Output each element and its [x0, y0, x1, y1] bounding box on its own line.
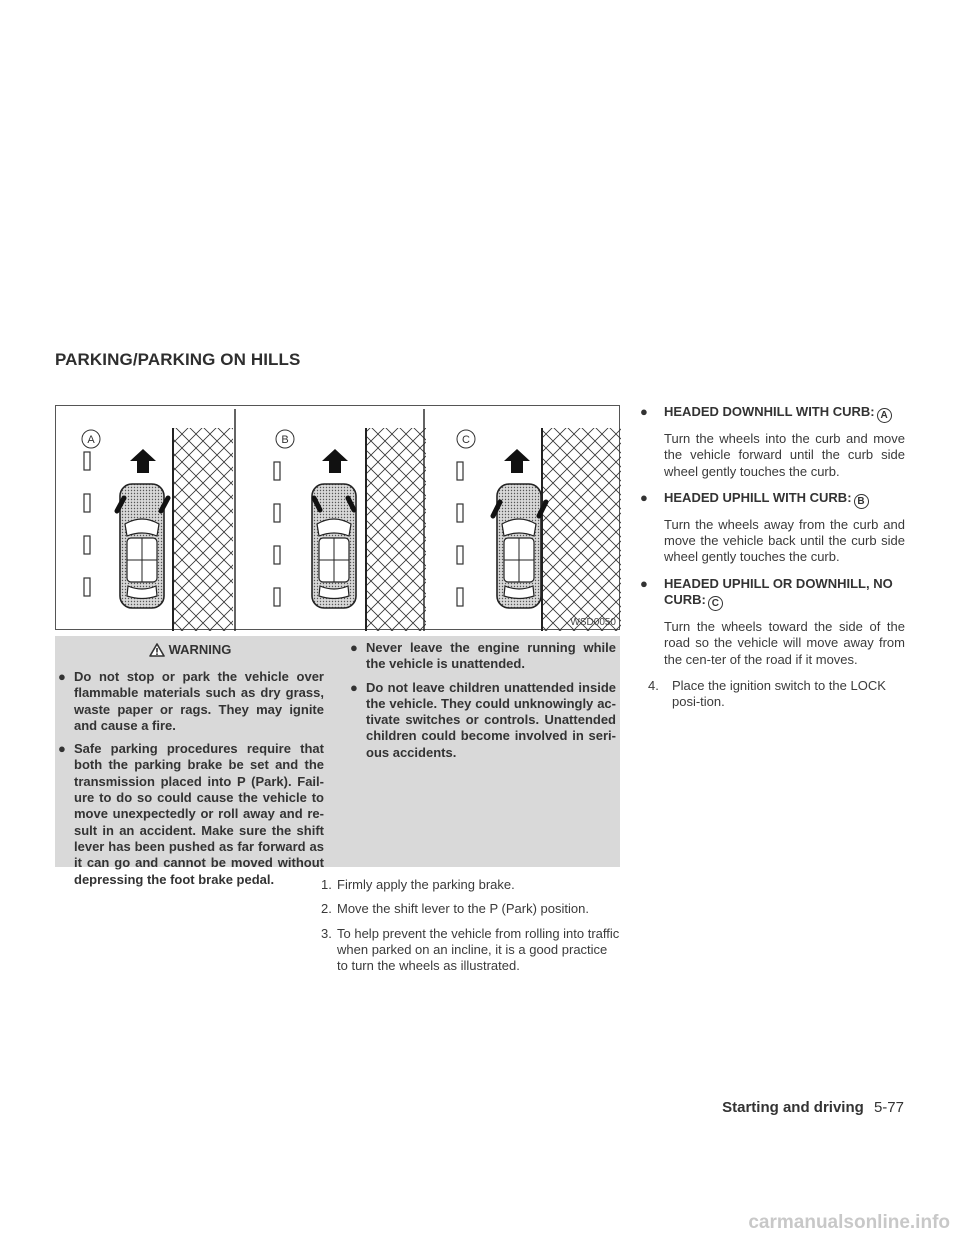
- figure-code: WSD0050: [570, 617, 616, 628]
- step-item: 1. Firmly apply the parking brake.: [321, 877, 515, 892]
- panel-c: [457, 428, 621, 631]
- bullet-icon: ●: [640, 489, 648, 505]
- case-heading-b: ● HEADED UPHILL WITH CURB: B: [640, 490, 905, 509]
- case-text-b: Turn the wheels away from the curb and move the vehicle back until the curb side wheel gently touches the curb.: [664, 516, 905, 565]
- warning-item: ● Safe parking procedures require that both the parking brake be set and the transmission placed into P (Park). Fail-ure to do so could cause the vehicle to move unexpectedly or roll away and re-sult in an accident. Make sure the shift lever has been pushed as far forward as it can go and cannot be moved without depressing the foot brake pedal.: [58, 741, 324, 887]
- warning-item: ● Do not stop or park the vehicle over flammable materials such as dry grass, waste paper or rags. They may ignite and cause a fire.: [58, 669, 324, 733]
- section-title: PARKING/PARKING ON HILLS: [55, 350, 301, 369]
- parking-steps: [305, 877, 620, 982]
- warning-icon: [149, 643, 165, 657]
- bullet-icon: ●: [58, 741, 66, 757]
- bullet-icon: ●: [58, 669, 66, 684]
- hill-cases: [640, 404, 905, 711]
- case-heading-a: ● HEADED DOWNHILL WITH CURB: A: [640, 404, 905, 423]
- ref-b-icon: B: [854, 494, 869, 509]
- watermark: carmanualsonline.info: [748, 1212, 950, 1233]
- panel-a: [82, 409, 235, 631]
- bullet-icon: ●: [640, 404, 648, 419]
- figure-label-a: A: [87, 434, 95, 446]
- page-footer: [722, 1099, 904, 1116]
- bullet-icon: ●: [350, 679, 358, 695]
- page-number: 5-77: [873, 1099, 904, 1116]
- case-text-c: Turn the wheels toward the side of the road so the vehicle will move away from the cen-ter of the road if it moves.: [664, 619, 905, 667]
- footer-section: Starting and driving: [722, 1099, 864, 1116]
- bullet-icon: ●: [350, 640, 358, 655]
- step-item: 2. Move the shift lever to the P (Park) position.: [321, 901, 589, 917]
- warning-title: WARNING: [168, 642, 232, 657]
- warning-item: ● Never leave the engine running while the vehicle is unattended.: [350, 640, 616, 672]
- case-heading-c: ● HEADED UPHILL OR DOWNHILL, NO CURB: C: [640, 575, 893, 610]
- warning-item: ● Do not leave children unattended inside the vehicle. They could unknowingly ac-tivate switches or controls. Unattended children could become involved in seri-ous accidents.: [350, 679, 616, 760]
- figure-label-b: B: [281, 434, 289, 446]
- step-item: 4. Place the ignition switch to the LOCK posi-tion.: [648, 677, 886, 710]
- step-item: 3. To help prevent the vehicle from rolling into traffic when parked on an incline, it is a good practice to turn the wheels as illustrated.: [321, 925, 620, 974]
- warning-column-right: [350, 640, 616, 768]
- ref-a-icon: A: [877, 408, 892, 423]
- figure-label-c: C: [462, 434, 470, 446]
- bullet-icon: ●: [640, 575, 648, 591]
- ref-c-icon: C: [708, 596, 723, 611]
- case-text-a: Turn the wheels into the curb and move the vehicle forward until the curb side wheel gently touches the curb.: [664, 431, 905, 479]
- parking-illustration: [55, 405, 620, 630]
- warning-header: [55, 636, 325, 663]
- panel-b: [274, 409, 426, 631]
- warning-column-left: [58, 669, 324, 895]
